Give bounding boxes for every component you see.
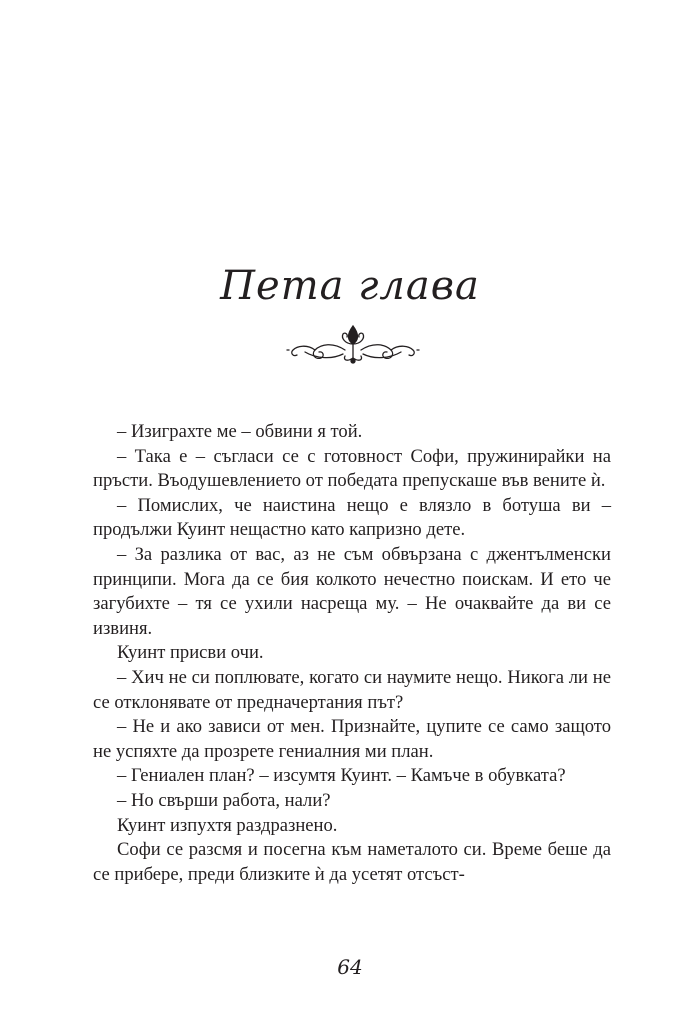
paragraph: – Не и ако зависи от мен. Признайте, цупите се само защото не успяхте да прозрете гениалния ми план. [93,716,611,762]
paragraph: – Така е – съгласи се с готовност Софи, пружинирайки на пръсти. Въодушевлението от победата препускаше във вените ѝ. [93,445,611,492]
paragraph: – Помислих, че наистина нещо е влязло в ботуша ви – продължи Куинт нещастно като капризно дете. [93,494,611,541]
chapter-title: Пета глава [220,263,480,309]
paragraph: – За разлика от вас, аз не съм обвързана с джентълменски принципи. Мога да се бия колкото нечестно поискам. И ето че загубихте – тя се ухили насреща му. – Не очаквайте да ви се извиня. [93,543,611,639]
paragraph: – Но свърши работа, нали? [117,789,331,811]
paragraph: – Хич не си поплювате, когато си наумите нещо. Никога ли не се отклонявате от предначертания път? [93,666,611,713]
paragraph: Куинт присви очи. [117,642,264,664]
paragraph: Куинт изпухтя раздразнено. [117,814,338,836]
paragraph: Софи се разсмя и посегна към наметалото си. Време беше да се прибере, преди близките ѝ да усетят отсъст- [93,839,611,885]
page-number: 64 [337,955,363,979]
flourish-ornament-icon [285,322,421,366]
chapter-body [93,420,611,887]
paragraph: – Гениален план? – изсумтя Куинт. – Камъче в обувката? [117,765,566,787]
paragraph: – Изиграхте ме – обвини я той. [117,421,363,442]
